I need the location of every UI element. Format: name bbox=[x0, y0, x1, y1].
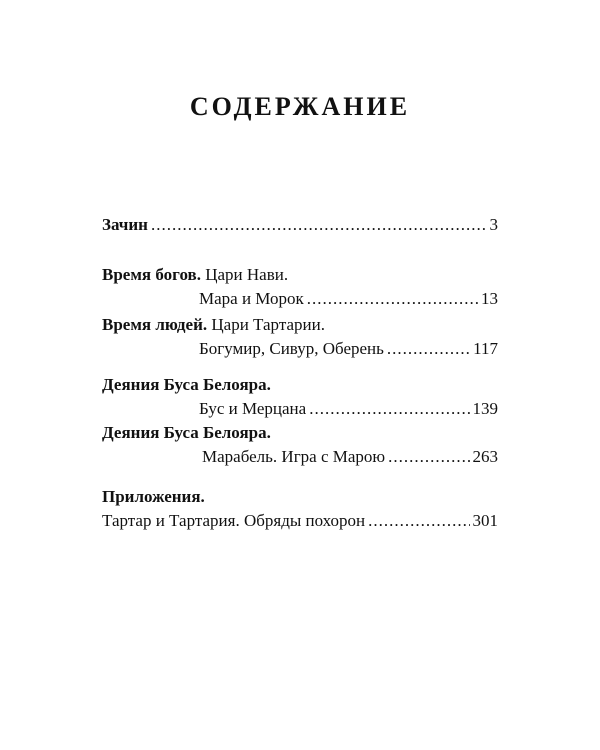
dot-leader bbox=[368, 509, 469, 533]
toc-section-deyaniya-1 bbox=[102, 373, 498, 397]
toc-section-subtitle: Цари Нави. bbox=[205, 265, 289, 284]
toc-page-number: 139 bbox=[472, 399, 498, 418]
toc-section-deyaniya-2 bbox=[102, 421, 498, 445]
toc-section-vremya-bogov bbox=[102, 263, 498, 287]
toc-entry-label: Тартар и Тартария. Обряды похорон bbox=[102, 511, 366, 530]
toc-section-vremya-lyudey bbox=[102, 313, 498, 337]
toc-section-heading: Время людей. bbox=[102, 315, 208, 334]
toc-entry-tartar-i-tartariya[interactable] bbox=[102, 509, 498, 533]
toc-entry-label: Бус и Мерцана bbox=[199, 399, 307, 418]
dot-leader bbox=[307, 287, 478, 311]
toc-page-number: 301 bbox=[472, 511, 498, 530]
toc-entry-label: Богумир, Сивур, Оберень bbox=[199, 339, 384, 358]
toc-page-number: 263 bbox=[472, 447, 498, 466]
toc-section-prilozheniya bbox=[102, 485, 498, 509]
toc-section-heading: Приложения. bbox=[102, 487, 205, 506]
toc-entry-label: Мара и Морок bbox=[199, 289, 304, 308]
dot-leader bbox=[151, 213, 487, 237]
toc-page-number: 117 bbox=[473, 339, 498, 358]
toc-entry-label: Зачин bbox=[102, 215, 148, 234]
toc-entry-bogumir[interactable] bbox=[199, 337, 498, 361]
toc-entry-zachin[interactable] bbox=[102, 213, 498, 237]
dot-leader bbox=[387, 337, 470, 361]
page-title: СОДЕРЖАНИЕ bbox=[189, 92, 411, 121]
toc-entry-mara-i-morok[interactable] bbox=[199, 287, 498, 311]
toc-entry-marabel[interactable] bbox=[202, 445, 498, 469]
toc-section-heading: Деяния Буса Белояра. bbox=[102, 423, 271, 442]
dot-leader bbox=[309, 397, 469, 421]
toc-entry-bus-i-mertsana[interactable] bbox=[199, 397, 498, 421]
toc-section-heading: Время богов. bbox=[102, 265, 201, 284]
toc-entry-label: Марабель. Игра с Марою bbox=[202, 447, 386, 466]
toc-section-heading: Деяния Буса Белояра. bbox=[102, 375, 271, 394]
toc-page-number: 13 bbox=[481, 289, 498, 308]
toc-page-number: 3 bbox=[489, 215, 498, 234]
toc-section-subtitle: Цари Тартарии. bbox=[211, 315, 325, 334]
dot-leader bbox=[388, 445, 469, 469]
